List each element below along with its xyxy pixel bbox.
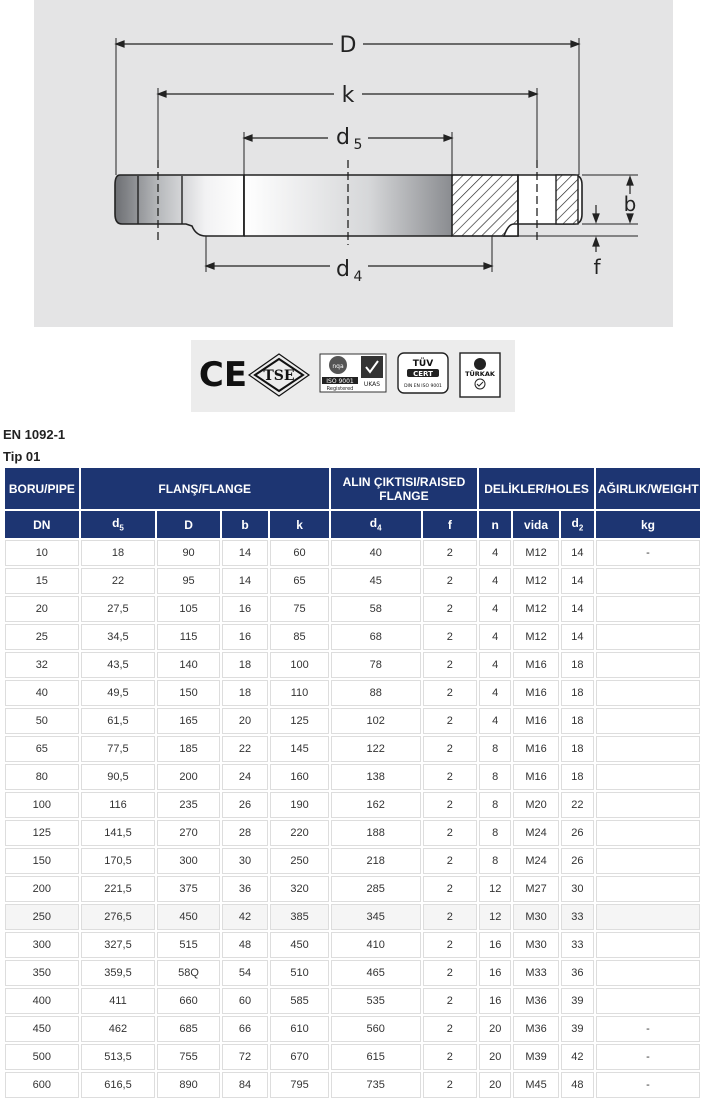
col-f: f xyxy=(423,511,477,538)
table-row xyxy=(5,792,700,818)
cell-d2: 18 xyxy=(561,680,594,706)
cell-d5: 221,5 xyxy=(81,876,156,902)
cell-vida: M12 xyxy=(513,568,558,594)
svg-text:CERT: CERT xyxy=(413,370,433,378)
cell-n: 20 xyxy=(479,1072,511,1098)
table-row xyxy=(5,960,700,986)
table-row xyxy=(5,596,700,622)
cell-f: 2 xyxy=(423,540,477,566)
table-body xyxy=(5,540,700,1098)
cell-d4: 735 xyxy=(331,1072,421,1098)
svg-text:UKAS: UKAS xyxy=(363,381,381,388)
cell-dn: 400 xyxy=(5,988,79,1014)
cell-k: 85 xyxy=(270,624,329,650)
table-row xyxy=(5,1044,700,1070)
col-n: n xyxy=(479,511,511,538)
certification-logos xyxy=(191,340,515,412)
cell-d2: 26 xyxy=(561,820,594,846)
cell-k: 670 xyxy=(270,1044,329,1070)
cell-d5: 359,5 xyxy=(81,960,156,986)
cell-d2: 39 xyxy=(561,1016,594,1042)
header-raised-flange: ALIN ÇIKTISI/RAISED FLANGE xyxy=(331,468,477,509)
cell-vida: M16 xyxy=(513,680,558,706)
svg-text:TÜV: TÜV xyxy=(412,359,434,369)
cell-n: 4 xyxy=(479,708,511,734)
svg-text:Registered: Registered xyxy=(326,386,354,392)
cell-kg: - xyxy=(596,1016,700,1042)
cell-n: 4 xyxy=(479,652,511,678)
cell-b: 26 xyxy=(222,792,268,818)
table-row xyxy=(5,540,700,566)
cell-f: 2 xyxy=(423,680,477,706)
cell-b: 14 xyxy=(222,540,268,566)
cell-d5: 22 xyxy=(81,568,156,594)
svg-text:CE: CE xyxy=(198,355,248,395)
ce-mark-logo xyxy=(199,355,247,395)
dim-d5-subscript: 5 xyxy=(353,137,363,153)
cell-vida: M12 xyxy=(513,596,558,622)
cell-d5: 411 xyxy=(81,988,156,1014)
table-row xyxy=(5,708,700,734)
cell-k: 250 xyxy=(270,848,329,874)
cell-vida: M24 xyxy=(513,848,558,874)
cell-dn: 300 xyxy=(5,932,79,958)
cell-dn: 25 xyxy=(5,624,79,650)
cell-k: 385 xyxy=(270,904,329,930)
dim-f-label: f xyxy=(593,255,601,279)
cell-b: 72 xyxy=(222,1044,268,1070)
cell-D: 185 xyxy=(157,736,220,762)
cell-b: 16 xyxy=(222,624,268,650)
cell-kg xyxy=(596,932,700,958)
cell-f: 2 xyxy=(423,820,477,846)
cell-d4: 465 xyxy=(331,960,421,986)
cell-b: 54 xyxy=(222,960,268,986)
table-row xyxy=(5,904,700,930)
cell-n: 8 xyxy=(479,736,511,762)
cell-kg xyxy=(596,568,700,594)
cell-vida: M45 xyxy=(513,1072,558,1098)
col-k: k xyxy=(270,511,329,538)
cell-dn: 200 xyxy=(5,876,79,902)
cell-vida: M30 xyxy=(513,932,558,958)
svg-text:ISO 9001: ISO 9001 xyxy=(326,378,354,385)
cell-d5: 170,5 xyxy=(81,848,156,874)
cell-d2: 42 xyxy=(561,1044,594,1070)
column-header-row xyxy=(5,511,700,538)
cell-f: 2 xyxy=(423,708,477,734)
cell-n: 4 xyxy=(479,540,511,566)
cell-b: 14 xyxy=(222,568,268,594)
cell-vida: M20 xyxy=(513,792,558,818)
cell-f: 2 xyxy=(423,932,477,958)
cell-f: 2 xyxy=(423,596,477,622)
cell-b: 28 xyxy=(222,820,268,846)
cell-kg: - xyxy=(596,1072,700,1098)
cell-n: 4 xyxy=(479,596,511,622)
col-kg: kg xyxy=(596,511,700,538)
cell-k: 125 xyxy=(270,708,329,734)
cell-vida: M16 xyxy=(513,764,558,790)
cell-f: 2 xyxy=(423,876,477,902)
cell-d5: 43,5 xyxy=(81,652,156,678)
tuv-cert-logo xyxy=(398,353,448,393)
table-row xyxy=(5,988,700,1014)
table-row xyxy=(5,848,700,874)
header-weight: AĞIRLIK/WEIGHT xyxy=(596,468,700,509)
cell-d4: 138 xyxy=(331,764,421,790)
cell-n: 16 xyxy=(479,960,511,986)
cell-k: 190 xyxy=(270,792,329,818)
cell-n: 4 xyxy=(479,568,511,594)
cell-b: 60 xyxy=(222,988,268,1014)
cell-b: 66 xyxy=(222,1016,268,1042)
cell-D: 515 xyxy=(157,932,220,958)
cell-d4: 560 xyxy=(331,1016,421,1042)
cell-kg xyxy=(596,876,700,902)
cell-kg xyxy=(596,596,700,622)
cell-d5: 77,5 xyxy=(81,736,156,762)
cell-d5: 34,5 xyxy=(81,624,156,650)
cell-d5: 61,5 xyxy=(81,708,156,734)
dim-D-label: D xyxy=(339,33,357,58)
cell-D: 450 xyxy=(157,904,220,930)
cell-k: 110 xyxy=(270,680,329,706)
cell-kg xyxy=(596,708,700,734)
table-row xyxy=(5,820,700,846)
cell-vida: M16 xyxy=(513,736,558,762)
cell-d2: 14 xyxy=(561,624,594,650)
cell-k: 100 xyxy=(270,652,329,678)
col-dn: DN xyxy=(5,511,79,538)
cell-k: 145 xyxy=(270,736,329,762)
cell-dn: 20 xyxy=(5,596,79,622)
cell-d5: 513,5 xyxy=(81,1044,156,1070)
cell-vida: M36 xyxy=(513,988,558,1014)
cell-d2: 33 xyxy=(561,932,594,958)
cell-b: 20 xyxy=(222,708,268,734)
type-title: Tip 01 xyxy=(3,449,41,464)
cell-k: 320 xyxy=(270,876,329,902)
svg-text:TSE: TSE xyxy=(263,368,295,384)
turkak-logo xyxy=(460,353,500,397)
table-row xyxy=(5,624,700,650)
cell-d2: 30 xyxy=(561,876,594,902)
cell-f: 2 xyxy=(423,792,477,818)
cell-d2: 36 xyxy=(561,960,594,986)
cell-d2: 33 xyxy=(561,904,594,930)
cell-f: 2 xyxy=(423,1072,477,1098)
cell-b: 42 xyxy=(222,904,268,930)
cell-b: 18 xyxy=(222,652,268,678)
cell-f: 2 xyxy=(423,624,477,650)
svg-text:TÜRKAK: TÜRKAK xyxy=(465,370,495,378)
cell-f: 2 xyxy=(423,1044,477,1070)
cell-dn: 125 xyxy=(5,820,79,846)
cell-b: 16 xyxy=(222,596,268,622)
cell-kg xyxy=(596,848,700,874)
standard-title: EN 1092-1 xyxy=(3,427,66,442)
cell-n: 16 xyxy=(479,988,511,1014)
cell-d4: 345 xyxy=(331,904,421,930)
cell-D: 375 xyxy=(157,876,220,902)
cell-d5: 616,5 xyxy=(81,1072,156,1098)
cell-kg xyxy=(596,792,700,818)
cell-D: 660 xyxy=(157,988,220,1014)
cell-vida: M33 xyxy=(513,960,558,986)
cell-kg xyxy=(596,960,700,986)
cell-d2: 14 xyxy=(561,540,594,566)
cell-kg xyxy=(596,904,700,930)
cell-dn: 65 xyxy=(5,736,79,762)
cell-d2: 22 xyxy=(561,792,594,818)
cell-k: 160 xyxy=(270,764,329,790)
svg-text:nqa: nqa xyxy=(332,363,344,370)
col-vida: vida xyxy=(513,511,558,538)
cell-n: 4 xyxy=(479,680,511,706)
cell-kg xyxy=(596,820,700,846)
table-row xyxy=(5,876,700,902)
cell-vida: M39 xyxy=(513,1044,558,1070)
cell-D: 95 xyxy=(157,568,220,594)
cell-vida: M12 xyxy=(513,540,558,566)
cell-d5: 276,5 xyxy=(81,904,156,930)
cell-n: 8 xyxy=(479,848,511,874)
cell-b: 36 xyxy=(222,876,268,902)
table-row xyxy=(5,568,700,594)
cell-d5: 462 xyxy=(81,1016,156,1042)
table-row xyxy=(5,1016,700,1042)
cell-b: 84 xyxy=(222,1072,268,1098)
cell-kg xyxy=(596,764,700,790)
cell-b: 18 xyxy=(222,680,268,706)
cell-k: 220 xyxy=(270,820,329,846)
cell-dn: 10 xyxy=(5,540,79,566)
cell-d4: 285 xyxy=(331,876,421,902)
cell-k: 450 xyxy=(270,932,329,958)
cell-f: 2 xyxy=(423,848,477,874)
cell-kg xyxy=(596,680,700,706)
cell-b: 30 xyxy=(222,848,268,874)
col-d2: $d_2$ xyxy=(561,511,594,538)
cell-dn: 150 xyxy=(5,848,79,874)
dim-b-label: b xyxy=(623,192,637,216)
cell-k: 510 xyxy=(270,960,329,986)
cell-vida: M36 xyxy=(513,1016,558,1042)
table-row xyxy=(5,1072,700,1098)
cell-k: 75 xyxy=(270,596,329,622)
cell-dn: 450 xyxy=(5,1016,79,1042)
col-d4: $d_4$ xyxy=(331,511,421,538)
cell-k: 65 xyxy=(270,568,329,594)
cell-d4: 78 xyxy=(331,652,421,678)
col-D: D xyxy=(157,511,220,538)
cell-D: 115 xyxy=(157,624,220,650)
cell-d5: 49,5 xyxy=(81,680,156,706)
cell-dn: 40 xyxy=(5,680,79,706)
cell-d2: 18 xyxy=(561,708,594,734)
cell-D: 755 xyxy=(157,1044,220,1070)
cell-vida: M24 xyxy=(513,820,558,846)
cell-D: 235 xyxy=(157,792,220,818)
cell-D: 58Q xyxy=(157,960,220,986)
cell-f: 2 xyxy=(423,736,477,762)
cell-n: 12 xyxy=(479,876,511,902)
cell-k: 60 xyxy=(270,540,329,566)
cell-f: 2 xyxy=(423,568,477,594)
flange-dimensions-table xyxy=(3,466,702,1100)
table-row xyxy=(5,932,700,958)
cell-n: 8 xyxy=(479,764,511,790)
cell-d4: 615 xyxy=(331,1044,421,1070)
cell-d5: 116 xyxy=(81,792,156,818)
cell-d4: 188 xyxy=(331,820,421,846)
cell-d4: 122 xyxy=(331,736,421,762)
cell-vida: M30 xyxy=(513,904,558,930)
cell-dn: 250 xyxy=(5,904,79,930)
cell-D: 890 xyxy=(157,1072,220,1098)
cell-d5: 141,5 xyxy=(81,820,156,846)
cell-D: 140 xyxy=(157,652,220,678)
cell-dn: 350 xyxy=(5,960,79,986)
flange-drawing xyxy=(34,0,673,327)
cell-d5: 327,5 xyxy=(81,932,156,958)
cell-D: 105 xyxy=(157,596,220,622)
cell-d2: 18 xyxy=(561,764,594,790)
col-b: b xyxy=(222,511,268,538)
cell-vida: M12 xyxy=(513,624,558,650)
cell-d2: 14 xyxy=(561,596,594,622)
cell-d4: 45 xyxy=(331,568,421,594)
cell-n: 20 xyxy=(479,1016,511,1042)
cell-b: 24 xyxy=(222,764,268,790)
cell-dn: 15 xyxy=(5,568,79,594)
cell-dn: 100 xyxy=(5,792,79,818)
cell-d2: 18 xyxy=(561,736,594,762)
header-pipe: BORU/PIPE xyxy=(5,468,79,509)
table-row xyxy=(5,652,700,678)
cell-D: 150 xyxy=(157,680,220,706)
cell-d2: 39 xyxy=(561,988,594,1014)
cell-d2: 14 xyxy=(561,568,594,594)
cell-k: 610 xyxy=(270,1016,329,1042)
cell-n: 20 xyxy=(479,1044,511,1070)
cell-dn: 32 xyxy=(5,652,79,678)
cell-n: 4 xyxy=(479,624,511,650)
certification-logos-graphic xyxy=(191,340,515,412)
cell-D: 300 xyxy=(157,848,220,874)
cell-d2: 48 xyxy=(561,1072,594,1098)
iso-9001-logo xyxy=(320,354,386,392)
cell-k: 795 xyxy=(270,1072,329,1098)
cell-f: 2 xyxy=(423,904,477,930)
cell-f: 2 xyxy=(423,960,477,986)
cell-d5: 90,5 xyxy=(81,764,156,790)
cell-kg xyxy=(596,988,700,1014)
cell-b: 22 xyxy=(222,736,268,762)
svg-text:DIN EN ISO 9001: DIN EN ISO 9001 xyxy=(404,384,442,389)
cell-d5: 27,5 xyxy=(81,596,156,622)
cell-f: 2 xyxy=(423,1016,477,1042)
group-header-row xyxy=(5,468,700,509)
cell-n: 12 xyxy=(479,904,511,930)
tse-logo xyxy=(249,354,309,396)
header-flange: FLANŞ/FLANGE xyxy=(81,468,329,509)
cell-dn: 80 xyxy=(5,764,79,790)
col-d5: $d_5$ xyxy=(81,511,156,538)
cell-d2: 26 xyxy=(561,848,594,874)
cell-d2: 18 xyxy=(561,652,594,678)
table-row xyxy=(5,736,700,762)
dim-d5-label: d xyxy=(336,125,350,150)
table-row xyxy=(5,764,700,790)
cell-D: 200 xyxy=(157,764,220,790)
flange-cross-section xyxy=(34,0,673,327)
cell-kg: - xyxy=(596,1044,700,1070)
dim-k-label: k xyxy=(341,83,355,108)
cell-d4: 88 xyxy=(331,680,421,706)
cell-d4: 162 xyxy=(331,792,421,818)
header-holes: DELİKLER/HOLES xyxy=(479,468,594,509)
cell-kg xyxy=(596,736,700,762)
cell-d4: 535 xyxy=(331,988,421,1014)
cell-kg xyxy=(596,624,700,650)
cell-D: 90 xyxy=(157,540,220,566)
cell-d4: 58 xyxy=(331,596,421,622)
cell-dn: 50 xyxy=(5,708,79,734)
dim-d4-subscript: 4 xyxy=(353,269,363,285)
cell-n: 8 xyxy=(479,820,511,846)
cell-kg xyxy=(596,652,700,678)
cell-f: 2 xyxy=(423,652,477,678)
cell-d4: 40 xyxy=(331,540,421,566)
cell-dn: 600 xyxy=(5,1072,79,1098)
cell-d4: 68 xyxy=(331,624,421,650)
cell-kg: - xyxy=(596,540,700,566)
cell-vida: M16 xyxy=(513,708,558,734)
dim-d4-label: d xyxy=(336,257,350,282)
cell-d4: 410 xyxy=(331,932,421,958)
cell-n: 8 xyxy=(479,792,511,818)
cell-f: 2 xyxy=(423,764,477,790)
table-row xyxy=(5,680,700,706)
cell-b: 48 xyxy=(222,932,268,958)
cell-D: 685 xyxy=(157,1016,220,1042)
cell-D: 165 xyxy=(157,708,220,734)
cell-dn: 500 xyxy=(5,1044,79,1070)
cell-d4: 218 xyxy=(331,848,421,874)
cell-d4: 102 xyxy=(331,708,421,734)
cell-n: 16 xyxy=(479,932,511,958)
cell-vida: M27 xyxy=(513,876,558,902)
cell-k: 585 xyxy=(270,988,329,1014)
cell-vida: M16 xyxy=(513,652,558,678)
cell-d5: 18 xyxy=(81,540,156,566)
cell-D: 270 xyxy=(157,820,220,846)
cell-f: 2 xyxy=(423,988,477,1014)
